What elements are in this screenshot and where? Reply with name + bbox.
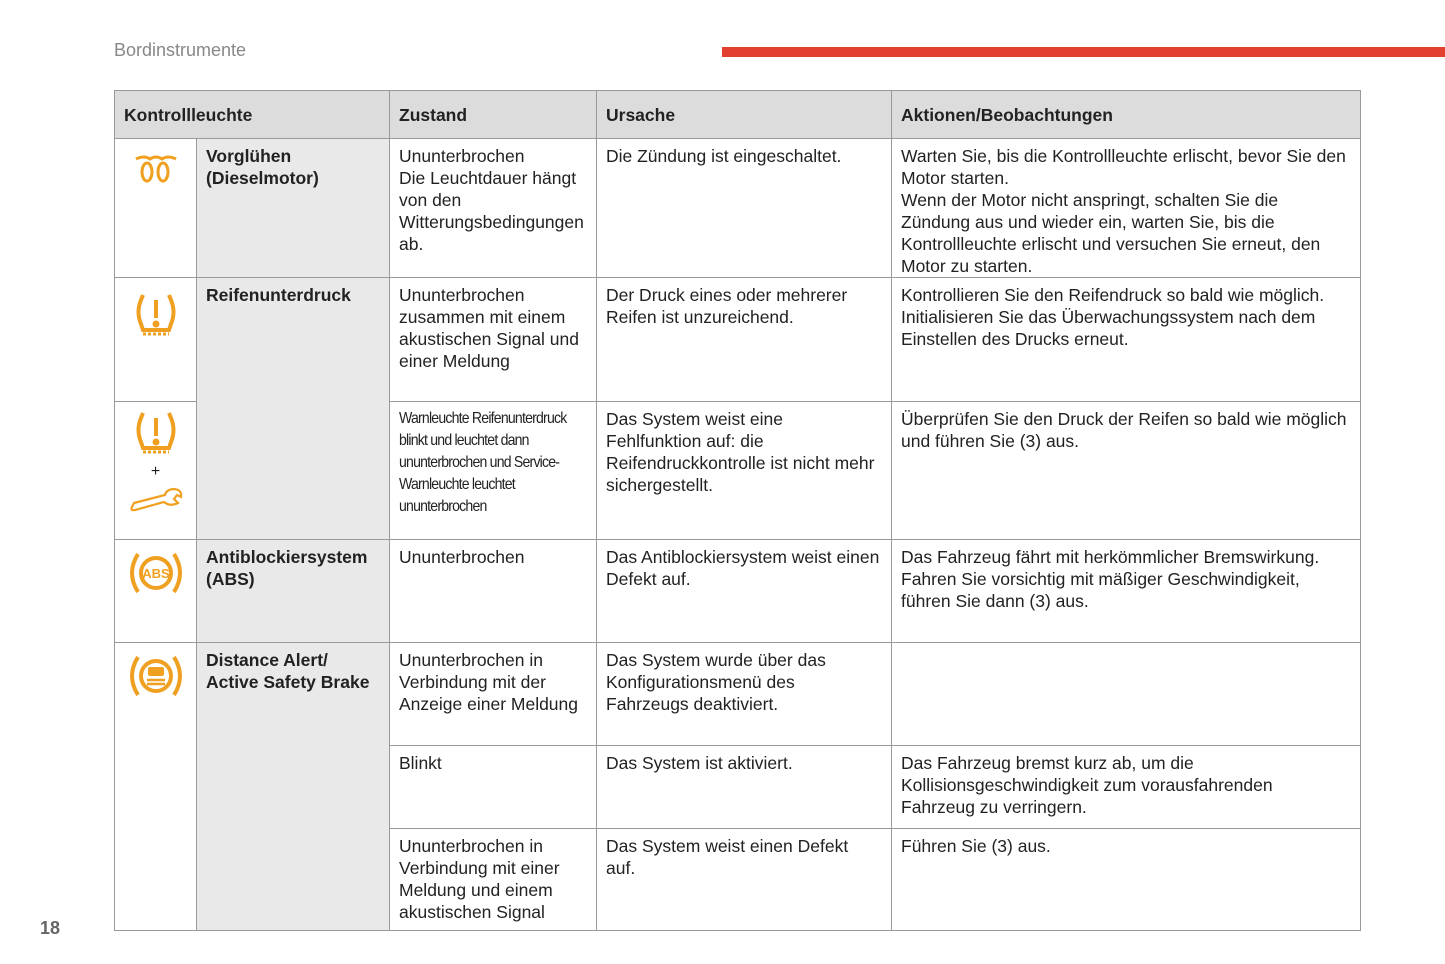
table-row: [115, 139, 1361, 278]
section-title: Bordinstrumente: [114, 40, 247, 60]
svg-text:ABS: ABS: [141, 566, 170, 581]
zustand: Warnleuchte Reifenunterdruck blinkt und leuchtet dann ununterbrochen und Service-Warnleuchte leuchtet ununterbrochen: [390, 402, 597, 540]
wrench-icon: [128, 487, 184, 513]
aktion: Kontrollieren Sie den Reifendruck so bald wie möglich. Initialisieren Sie das Überwachungssystem nach dem Einstellen des Drucks erneut.: [892, 278, 1361, 402]
plus-sign: +: [150, 463, 161, 480]
light-name: Antiblockiersystem (ABS): [197, 540, 390, 643]
zustand: Ununterbrochen in Verbindung mit einer Meldung und einem akustischen Signal: [390, 829, 597, 931]
zustand: Ununterbrochen Die Leuchtdauer hängt von den Witterungsbedingungen ab.: [390, 139, 597, 278]
light-name: Vorglühen (Dieselmotor): [197, 139, 390, 278]
tyre-pressure-icon: [115, 278, 197, 402]
col-header: Ursache: [597, 91, 892, 139]
ursache: Die Zündung ist eingeschaltet.: [597, 139, 892, 278]
warning-lights-table: [114, 90, 1361, 931]
aktion: Warten Sie, bis die Kontrollleuchte erlischt, bevor Sie den Motor starten. Wenn der Motor nicht anspringt, schalten Sie die Zündung aus und wieder ein, warten Sie, bis die Kontrollleuchte erlischt und versuchen Sie erneut, den Motor zu starten.: [892, 139, 1361, 278]
light-name: Reifenunterdruck: [197, 278, 390, 540]
zustand: Blinkt: [390, 746, 597, 829]
glow-plug-icon: [115, 139, 197, 278]
page-number: 18: [40, 918, 61, 938]
accent-bar: [722, 47, 1445, 57]
tyre-pressure-icon: [133, 410, 179, 456]
ursache: Das System wurde über das Konfigurationsmenü des Fahrzeugs deaktiviert.: [597, 643, 892, 746]
ursache: Der Druck eines oder mehrerer Reifen ist unzureichend.: [597, 278, 892, 402]
col-header: Zustand: [390, 91, 597, 139]
zustand: Ununterbrochen: [390, 540, 597, 643]
zustand: Ununterbrochen in Verbindung mit der Anzeige einer Meldung: [390, 643, 597, 746]
col-header: Kontrollleuchte: [115, 91, 390, 139]
ursache: Das System weist eine Fehlfunktion auf: die Reifendruckkontrolle ist nicht mehr sichergestellt.: [597, 402, 892, 540]
aktion: Führen Sie (3) aus.: [892, 829, 1361, 931]
abs-icon: [115, 540, 197, 643]
active-safety-brake-icon: [115, 643, 197, 931]
light-name: Distance Alert/ Active Safety Brake: [197, 643, 390, 931]
table-row: [115, 278, 1361, 402]
table-row: [115, 540, 1361, 643]
col-header: Aktionen/Beobachtungen: [892, 91, 1361, 139]
ursache: Das System weist einen Defekt auf.: [597, 829, 892, 931]
ursache: Das Antiblockiersystem weist einen Defekt auf.: [597, 540, 892, 643]
table-row: [115, 643, 1361, 746]
aktion: Überprüfen Sie den Druck der Reifen so bald wie möglich und führen Sie (3) aus.: [892, 402, 1361, 540]
ursache: Das System ist aktiviert.: [597, 746, 892, 829]
aktion: Das Fahrzeug fährt mit herkömmlicher Bremswirkung. Fahren Sie vorsichtig mit mäßiger Geschwindigkeit, führen Sie dann (3) aus.: [892, 540, 1361, 643]
aktion: [892, 643, 1361, 746]
aktion: Das Fahrzeug bremst kurz ab, um die Kollisionsgeschwindigkeit zum vorausfahrenden Fahrzeug zu verringern.: [892, 746, 1361, 829]
zustand: Ununterbrochen zusammen mit einem akustischen Signal und einer Meldung: [390, 278, 597, 402]
